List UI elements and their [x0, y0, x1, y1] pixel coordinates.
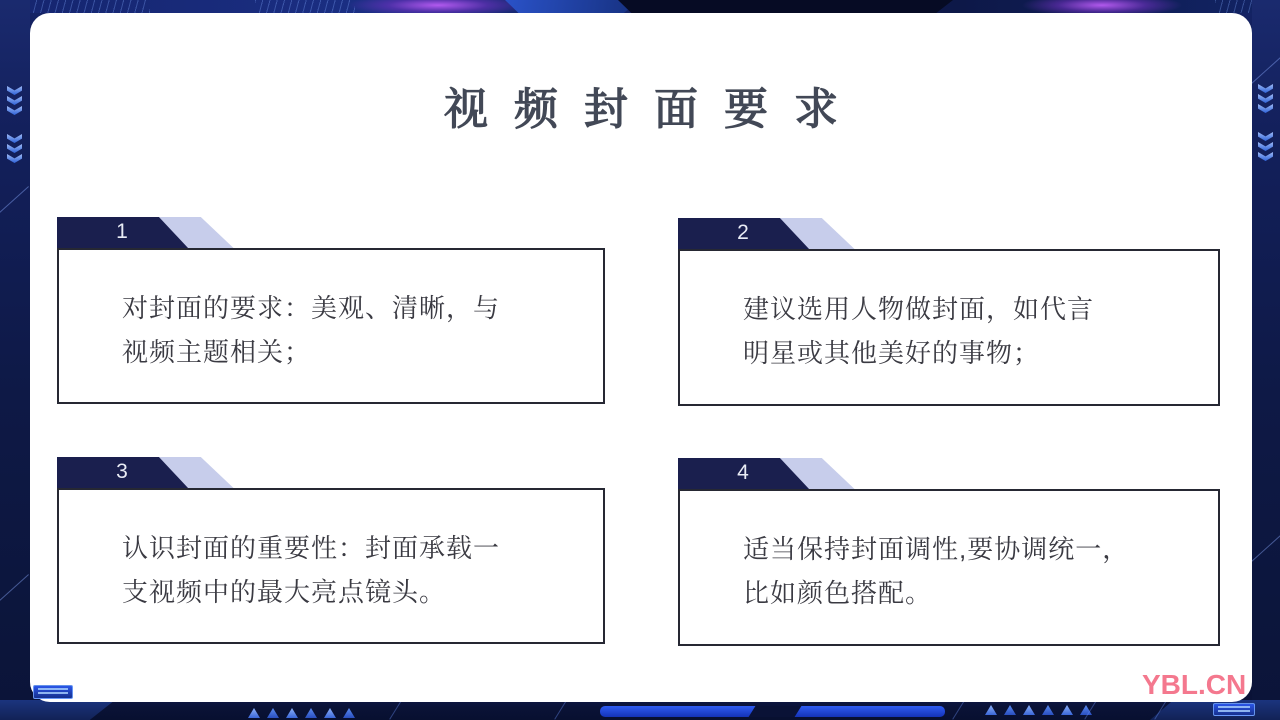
- card-text-line: 认识封面的重要性：封面承载一: [122, 533, 501, 563]
- card-number: 3: [116, 460, 128, 483]
- card-text-box: [678, 489, 1220, 646]
- frame-bottom-border: [0, 700, 1280, 720]
- blue-segment: [505, 0, 640, 13]
- chevron-down-icon: [7, 134, 22, 163]
- card-text-box: [57, 248, 605, 404]
- requirement-card-2: [678, 218, 1220, 406]
- triangle-up-icon: [248, 708, 355, 718]
- card-text-box: [57, 488, 605, 644]
- hud-bar-notch: [749, 706, 802, 717]
- card-text-box: [678, 249, 1220, 406]
- chevron-down-icon: [7, 86, 22, 115]
- requirement-card-3: [57, 457, 605, 644]
- page-title: 视频封面要求: [444, 85, 864, 134]
- chevron-down-icon: [1258, 132, 1273, 161]
- card-number-tab: [57, 217, 239, 248]
- hatch-stripes: [255, 0, 355, 13]
- hud-panel: [33, 685, 73, 699]
- card-text-line: 明星或其他美好的事物；: [743, 338, 1041, 368]
- diagonal-line: [0, 574, 29, 603]
- card-text-line: 视频主题相关；: [122, 337, 312, 367]
- card-text-line: 对封面的要求：美观、清晰，与: [122, 293, 501, 323]
- requirement-card-1: [57, 217, 605, 404]
- dark-segment: [618, 0, 953, 13]
- diagonal-line: [1251, 57, 1280, 85]
- purple-glow: [1022, 0, 1182, 13]
- card-text-line: 支视频中的最大亮点镜头。: [122, 577, 447, 607]
- hud-panel: [1213, 703, 1255, 716]
- frame-right-border: [1252, 0, 1280, 720]
- diagonal-line: [0, 186, 29, 215]
- frame-left-border: [0, 0, 30, 720]
- card-number: 1: [116, 220, 128, 243]
- diagonal-line: [1251, 535, 1280, 563]
- hud-bar: [600, 706, 945, 717]
- blue-wedge: [0, 700, 115, 720]
- frame-top-border: [0, 0, 1280, 13]
- card-number: 4: [737, 461, 749, 484]
- chevron-down-icon: [1258, 84, 1273, 113]
- requirement-card-4: [678, 458, 1220, 646]
- card-text-line: 建议选用人物做封面，如代言: [743, 294, 1095, 324]
- card-number: 2: [737, 221, 749, 244]
- slide-canvas: [30, 13, 1252, 702]
- card-number-tab: [678, 458, 860, 489]
- card-number-tab: [57, 457, 239, 488]
- purple-glow: [348, 0, 528, 13]
- card-number-tab: [678, 218, 860, 249]
- triangle-up-icon: [985, 705, 1092, 715]
- card-text-line: 比如颜色搭配。: [743, 578, 933, 608]
- watermark: YBL.CN: [1142, 669, 1247, 700]
- card-text-line: 适当保持封面调性,要协调统一，: [743, 534, 1130, 564]
